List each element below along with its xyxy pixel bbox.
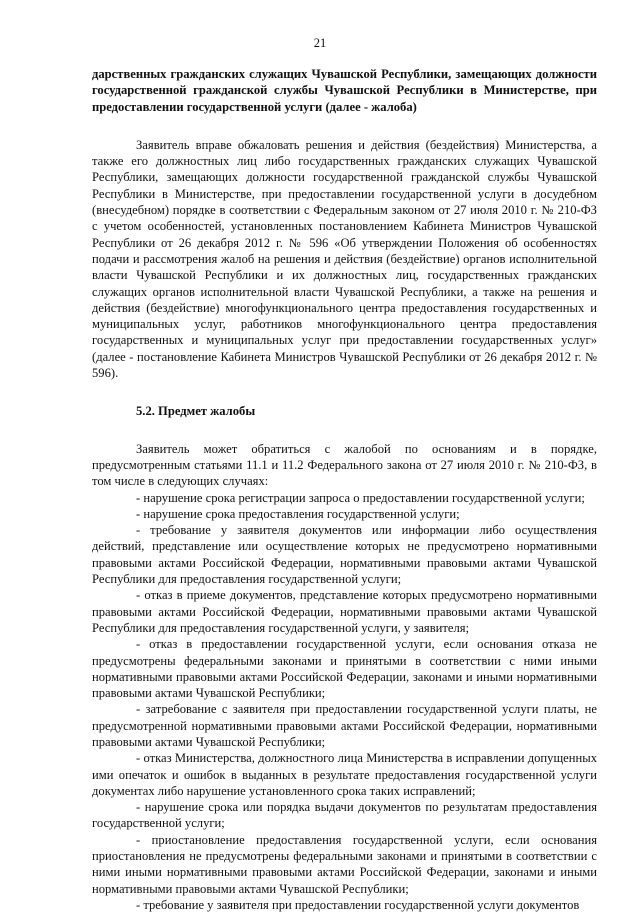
intro-paragraph: Заявитель вправе обжаловать решения и действия (бездействия) Министерства, а также его должностных лиц либо государственных гражданских служащих Чувашской Республики, замещающих должности государственной гражданской службы Чувашской Республики в Министерстве, при предоставлении государственной услуги в досудебном (внесудебном) порядке в соответствии с Федеральным законом от 27 июля 2010 г. № 210-ФЗ с учетом особенностей, установленных постановлением Кабинета Министров Чувашской Республики от 26 декабря 2012 г. № 596 «Об утверждении Положения об особенностях подачи и рассмотрения жалоб на решения и действия (бездействие) органов исполнительной власти Чувашской Республики и их должностных лиц, государственных гражданских служащих органов исполнительной власти Чувашской Республики, а также на решения и действия (бездействие) многофункционального центра предоставления государственных и муниципальных услуг, работников многофункционального центра предоставления государственных и муниципальных услуг при предоставлении государственных услуг» (далее - постановление Кабинета Министров Чувашской Республики от 26 декабря 2012 г. № 596).: [92, 137, 597, 381]
list-item: - нарушение срока регистрации запроса о предоставлении государственной услуги;: [136, 490, 585, 505]
list-item: - требование у заявителя документов или информации либо осуществления действий, представление или осуществление которых не предусмотрено нормативными правовыми актами Российской Федерации, нормативными правовыми актами Чувашской Республики для предоставления государственной услуги;: [92, 523, 597, 587]
list-item: - отказ в предоставлении государственной услуги, если основания отказа не предусмотрены федеральными законами и принятыми в соответствии с ними иными нормативными правовыми актами Российской Федерации, законами и иными нормативными правовыми актами Чувашской Республики;: [92, 637, 597, 701]
list-item: - требование у заявителя при предоставлении государственной услуги документов: [136, 897, 580, 912]
document-body: [92, 66, 597, 913]
section-intro: Заявитель может обратиться с жалобой по основаниям и в порядке, предусмотренным статьями 11.1 и 11.2 Федерального закона от 27 июля 2010 г. № 210-ФЗ, в том числе в следующих случаях:: [92, 441, 597, 489]
list-item: - нарушение срока или порядка выдачи документов по результатам предоставления государственной услуги;: [92, 800, 597, 831]
page-number: 21: [313, 36, 327, 50]
intro-heading: дарственных гражданских служащих Чувашской Республики, замещающих должности государственной гражданской службы Чувашской Республики в Министерстве, при предоставлении государственной услуги (далее - жалоба): [92, 67, 597, 114]
list-item: - отказ в приеме документов, представление которых предусмотрено нормативными правовыми актами Российской Федерации, нормативными правовыми актами Чувашской Республики для предоставления государственной услуги, у заявителя;: [92, 588, 597, 635]
list-item: - отказ Министерства, должностного лица Министерства в исправлении допущенных ими опечаток и ошибок в выданных в результате предоставления государственной услуги документах либо нарушение установленного срока таких исправлений;: [92, 751, 597, 798]
list-item: - нарушение срока предоставления государственной услуги;: [136, 506, 460, 521]
complaint-cases-list: [92, 490, 597, 913]
list-item: - затребование с заявителя при предоставлении государственной услуги платы, не предусмотренной нормативными правовыми актами Российской Федерации, нормативными правовыми актами Чувашской Республики;: [92, 702, 597, 749]
list-item: - приостановление предоставления государственной услуги, если основания приостановления не предусмотрены федеральными законами и принятыми в соответствии с ними иными нормативными правовыми актами Российской Федерации, законами и иными нормативными правовыми актами Чувашской Республики;: [92, 832, 597, 896]
section-title: 5.2. Предмет жалобы: [136, 404, 256, 419]
